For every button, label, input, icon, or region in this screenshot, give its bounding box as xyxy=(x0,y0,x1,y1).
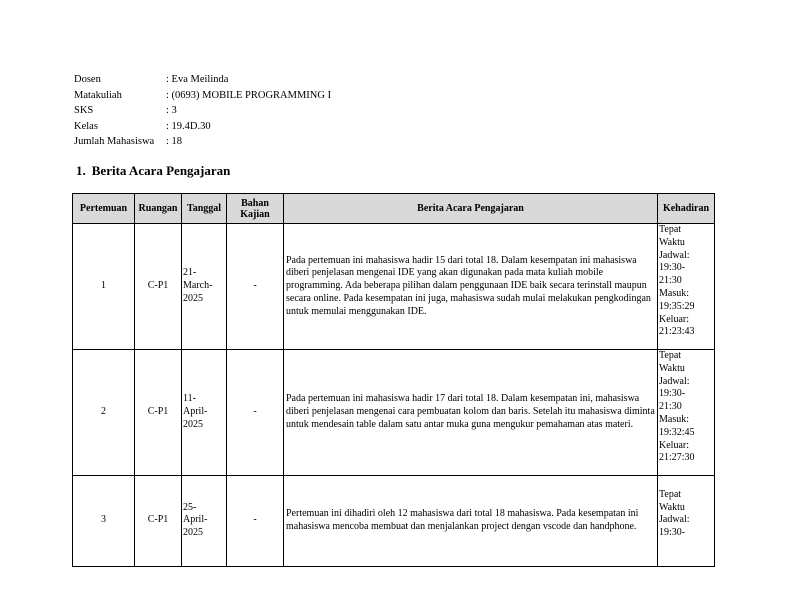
cell-ruangan: C-P1 xyxy=(135,350,182,476)
cell-kehadiran: Tepat Waktu Jadwal: 19:30- 21:30 Masuk: 19:32:45 Keluar: 21:27:30 xyxy=(658,350,715,476)
info-value: : 18 xyxy=(166,136,183,147)
cell-pertemuan: 2 xyxy=(73,350,135,476)
course-info xyxy=(74,72,331,150)
info-label: SKS xyxy=(74,105,94,116)
cell-kehadiran xyxy=(658,476,715,567)
table-row xyxy=(73,476,715,567)
cell-berita-acara: Pada pertemuan ini mahasiswa hadir 17 dari total 18. Dalam kesempatan ini, mahasiswa diberi penjelasan mengenai cara pembuatan kolom dan baris. Setelah itu mahasiswa diminta untuk mendesain table dalam satu antar muka guna mengukur pemahaman atas materi. xyxy=(284,350,658,476)
info-row-kelas xyxy=(74,119,331,135)
info-label: Matakuliah xyxy=(74,89,122,101)
section-title: Berita Acara Pengajaran xyxy=(91,163,231,178)
cell-kehadiran: Tepat Waktu Jadwal: 19:30- 21:30 Masuk: 19:35:29 Keluar: 21:23:43 xyxy=(658,224,715,350)
cell-berita-acara: Pertemuan ini dihadiri oleh 12 mahasiswa dari total 18 mahasiswa. Pada kesempatan ini mahasiswa mencoba membuat dan menjalankan project dengan vscode dan handphone. xyxy=(284,476,658,567)
cell-bahan-kajian: - xyxy=(227,476,284,567)
info-label: Dosen xyxy=(74,74,101,85)
cell-ruangan: C-P1 xyxy=(135,476,182,567)
kehadiran-text: Tepat Waktu Jadwal: 19:30- xyxy=(659,488,690,539)
info-value: : 3 xyxy=(166,105,177,116)
cell-tanggal: 25- April- 2025 xyxy=(182,476,227,567)
cell-tanggal: 21- March- 2025 xyxy=(182,224,227,350)
col-header-bahan-kajian: Bahan Kajian xyxy=(227,194,284,224)
section-number: 1. xyxy=(76,163,86,178)
cell-bahan-kajian: - xyxy=(227,224,284,350)
info-value: : 19.4D.30 xyxy=(166,120,211,132)
info-value: : (0693) MOBILE PROGRAMMING I xyxy=(166,89,332,101)
table-header-row xyxy=(73,194,715,224)
cell-berita-acara: Pada pertemuan ini mahasiswa hadir 15 dari total 18. Dalam kesempatan ini mahasiswa diberi penjelasan mengenai IDE yang akan digunakan pada mata kuliah mobile programming. Ada beberapa pilihan dalam penggunaan IDE baik secara terinstall maupun secara online. Pada kesempatan ini juga, mahasiswa sudah mulai melakukan pengkodingan untuk memulai menggunakan IDE. xyxy=(284,224,658,350)
info-row-matakuliah xyxy=(74,88,331,104)
col-header-pertemuan: Pertemuan xyxy=(73,194,135,224)
info-row-sks xyxy=(74,103,331,119)
col-header-berita-acara: Berita Acara Pengajaran xyxy=(284,194,658,224)
col-header-kehadiran: Kehadiran xyxy=(658,194,715,224)
table-row xyxy=(73,350,715,476)
cell-pertemuan: 1 xyxy=(73,224,135,350)
info-row-dosen xyxy=(74,72,331,88)
info-label: Jumlah Mahasiswa xyxy=(74,136,155,147)
info-value: : Eva Meilinda xyxy=(166,74,229,85)
cell-tanggal: 11- April- 2025 xyxy=(182,350,227,476)
berita-acara-table xyxy=(72,193,715,567)
col-header-tanggal: Tanggal xyxy=(182,194,227,224)
info-label: Kelas xyxy=(74,120,98,132)
table-row xyxy=(73,224,715,350)
info-row-jumlah-mahasiswa xyxy=(74,134,331,150)
section-heading xyxy=(76,163,236,179)
col-header-ruangan: Ruangan xyxy=(135,194,182,224)
cell-ruangan: C-P1 xyxy=(135,224,182,350)
cell-bahan-kajian: - xyxy=(227,350,284,476)
cell-pertemuan: 3 xyxy=(73,476,135,567)
